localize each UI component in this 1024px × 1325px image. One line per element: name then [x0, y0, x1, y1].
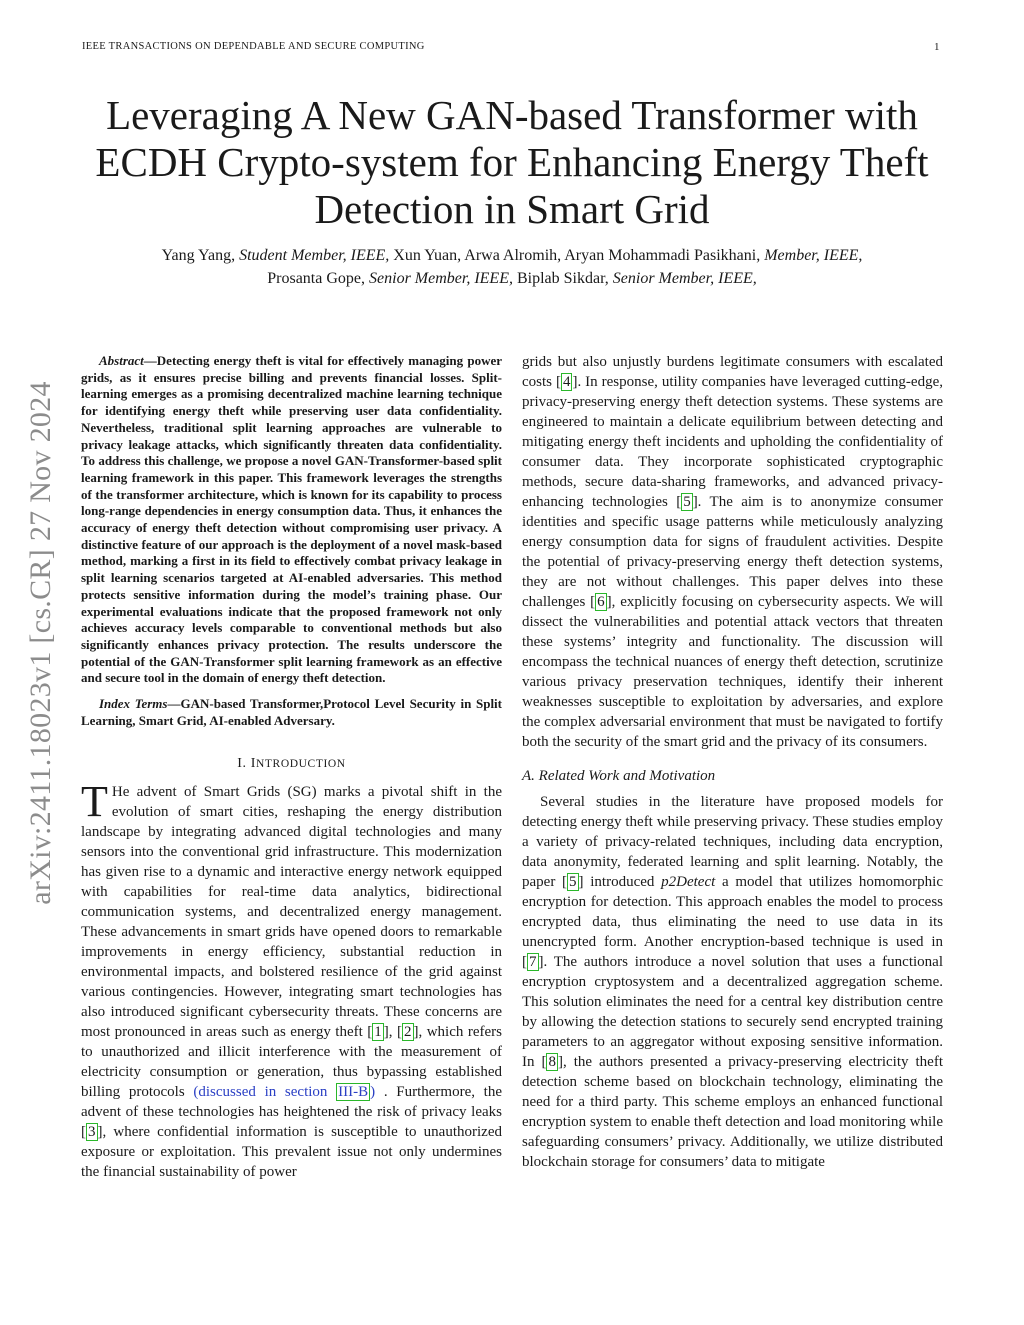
related-text-e: ], the authors presented a privacy-preserving electricity theft detection scheme based on blockchain technology, eliminating the need for a third party. This scheme employs an enhanced functional encryption system to enable theft detection and load monitoring while safeguarding consumers’ privacy. Additionally, we utilize distributed blockchain storage for consumers’ data to mitigate — [522, 1054, 943, 1170]
related-text-d: ]. The authors introduce a novel solution that uses a functional encryption cryptosystem and a decentralized aggregation scheme. This solution eliminates the need for a central key distribution centre by allowing the detection stations to securely send encrypted training parameters to an aggregator without exposing sensitive information. In [ — [522, 954, 943, 1070]
drop-cap: T — [81, 777, 108, 827]
author-4: Biplab Sikdar, — [516, 270, 609, 287]
citation-link[interactable]: 7 — [529, 954, 537, 970]
author-2-role: Member, IEEE, — [764, 247, 863, 264]
intro-text-c: . Furthermore, the advent of these technologies has heightened the risk of privacy leaks [ — [81, 1084, 503, 1141]
related-text-a: Several studies in the literature have proposed models for detecting energy theft while preserving privacy. These studies employ a variety of privacy-related techniques, including data encryption, data anonymity, federated learning and split learning. Notably, the paper [ — [522, 794, 943, 890]
abstract — [81, 353, 502, 687]
citation-link[interactable]: 8 — [548, 1054, 556, 1070]
model-name: p2Detect — [661, 874, 716, 890]
author-3: Prosanta Gope, — [267, 270, 366, 287]
citation-link[interactable]: 5 — [683, 494, 691, 510]
abstract-text: —Detecting energy theft is vital for effectively managing power grids, as it ensures precise billing and prevents financial losses. Split-learning emerges as a promising decentralized machine learning technique for identifying energy theft while preserving user data confidentiality. Nevertheless, traditional split learning approaches are vulnerable to privacy leakage attacks, which significantly threaten data confidentiality. To address this challenge, we propose a novel GAN-Transformer-based split learning framework in this paper. This framework leverages the strengths of the transformer architecture, which is known for its capability to process long-range dependencies in energy consumption data. Thus, it enhances the accuracy of energy theft detection without compromising user privacy. A distinctive feature of our approach is the deployment of a novel mask-based method, marking a first in its field to effectively combat privacy leakage in split learning scenarios targeted at AI-enabled adversaries. This method protects sensitive information during the model’s training phase. Our experimental evaluations indicate that the proposed framework not only achieves accuracy levels comparable to conventional methods but also significantly enhances privacy protection. The results underscore the potential of the GAN-Transformer split learning framework as an effective and secure tool in the domain of energy theft detection. — [81, 353, 502, 686]
author-1-role: Student Member, IEEE, — [239, 247, 390, 264]
citation-link[interactable]: 1 — [374, 1024, 382, 1041]
index-terms-label: Index Terms — [99, 696, 168, 712]
citation-link[interactable]: 2 — [404, 1024, 412, 1041]
right-text-a: grids but also unjustly burdens legitimate consumers with escalated costs [ — [522, 354, 943, 390]
citation-link[interactable]: 5 — [569, 874, 577, 890]
citation-sep: ], [ — [383, 1024, 402, 1041]
author-3-role: Senior Member, IEEE, — [369, 270, 513, 287]
citation-link[interactable]: 4 — [562, 374, 571, 390]
right-text-d: ], explicitly focusing on cybersecurity aspects. We will dissect the vulnerabilities and potential attack vectors that threaten these systems’ integrity and functionality. The discussion will encompass the technical nuances of energy theft detection, scrutinize various privacy preservation techniques, identify their inherent weaknesses susceptible to exploitation by adversaries, and explore the complex adversarial environment that must be navigated to fortify both the security of the smart grid and the privacy of its consumers. — [522, 594, 943, 750]
intro-paragraph: T He advent of Smart Grids (SG) marks a pivotal shift in the evolution of smart cities, reshaping the energy distribution landscape by integrating advanced digital technologies and many sensors into the conventional grid infrastructure. This modernization has given rise to a dynamic and interactive energy network equipped with capabilities for real-time data analytics, bidirectional communication systems, and decentralized energy management. These advancements in smart grids have opened doors to remarkable improvements in energy efficiency, substantial reduction in environmental impacts, and bolstered resilience of the grid against various contingencies. However, integrating smart technologies has also introduced significant cybersecurity threats. These concerns are most pronounced in areas such as energy theft [ 1 ], [ 2 ], which refers to unauthorized and illicit interference with the measurement of electricity consumption or generation, thus bypassing established billing protocols (discussed in section III-B ) . Furthermore, the advent of these technologies has heightened the risk of privacy leaks [ 3 ], where confidential information is susceptible to unauthorized exposure or exploitation. This prevalent issue not only undermines the financial sustainability of power — [81, 777, 503, 1181]
right-column — [522, 352, 943, 1172]
page-number: 1 — [934, 41, 940, 53]
arxiv-stamp — [18, 348, 64, 938]
author-2-group: Xun Yuan, Arwa Alromih, Aryan Mohammadi Pasikhani, — [393, 247, 761, 264]
section-crossref-close[interactable]: ) — [370, 1084, 376, 1101]
related-text-b: ] introduced — [578, 874, 662, 890]
subsection-heading: A. Related Work and Motivation — [522, 768, 716, 784]
paper-title: Leveraging A New GAN-based Transformer with ECDH Crypto-system for Enhancing Energy Theft Detection in Smart Grid — [95, 92, 929, 232]
related-work-paragraph — [522, 792, 943, 1172]
index-terms-text: —GAN-based Transformer,Protocol Level Security in Split Learning, Smart Grid, AI-enabled Adversary. — [81, 696, 502, 728]
intro-paragraph-continued — [522, 352, 943, 752]
citation-link[interactable]: 6 — [597, 594, 605, 610]
section-number: I. I — [237, 756, 257, 772]
section-crossref-link[interactable]: III-B — [338, 1084, 369, 1101]
author-4-role: Senior Member, IEEE, — [612, 270, 757, 287]
author-1: Yang Yang, — [161, 247, 236, 264]
intro-text-d: ], where confidential information is susceptible to unauthorized exposure or exploitation. This prevalent issue not only undermines the financial sustainability of power — [81, 1124, 502, 1181]
left-column — [81, 353, 502, 1182]
section-heading-introduction — [81, 756, 502, 772]
arxiv-stamp-text: arXiv:2411.18023v1 [cs.CR] 27 Nov 2024 — [24, 381, 57, 905]
index-terms — [81, 696, 502, 729]
intro-text-b: ], which refers to unauthorized and illicit interference with the measurement of electricity consumption or generation, thus bypassing established billing protocols — [81, 1024, 502, 1101]
intro-text-a: He advent of Smart Grids (SG) marks a pivotal shift in the evolution of smart cities, reshaping the energy distribution landscape by integrating advanced digital technologies and many sensors into the conventional grid infrastructure. This modernization has given rise to a dynamic and interactive energy network equipped with capabilities for real-time data analytics, bidirectional communication systems, and decentralized energy management. These advancements in smart grids have opened doors to remarkable improvements in energy efficiency, substantial reduction in environmental impacts, and bolstered resilience of the grid against various contingencies. However, integrating smart technologies has also introduced significant cybersecurity threats. These concerns are most pronounced in areas such as energy theft — [81, 784, 502, 1041]
citation-link[interactable]: 3 — [88, 1124, 96, 1141]
right-text-c: ]. The aim is to anonymize consumer identities and specific usage patterns while meticulously analyzing energy consumption data for signs of fraudulent activities. Despite the potential of privacy-preserving energy theft detection systems, they are not without challenges. This paper delves into these challenges [ — [522, 494, 943, 610]
author-list — [60, 244, 964, 290]
related-text-c: a model that utilizes homomorphic encryption for detection. This approach enables the model to process encrypted data, thus eliminating the need to use data in its unencrypted form. Another encryption-based technique is used in [ — [522, 874, 943, 970]
right-text-b: ]. In response, utility companies have leveraged cutting-edge, privacy-preserving energy theft detection systems. These systems are engineered to maintain a delicate equilibrium between detecting and mitigating energy theft incidents and upholding the confidentiality of consumer data. They incorporate sophisticated cryptographic methods, secure data-sharing frameworks, and advanced privacy-enhancing technologies [ — [522, 374, 943, 510]
section-title: NTRODUCTION — [256, 758, 346, 771]
abstract-label: Abstract — [99, 353, 144, 368]
section-crossref-text[interactable]: (discussed in section — [193, 1084, 337, 1101]
running-head: IEEE TRANSACTIONS ON DEPENDABLE AND SECURE COMPUTING — [82, 41, 425, 52]
